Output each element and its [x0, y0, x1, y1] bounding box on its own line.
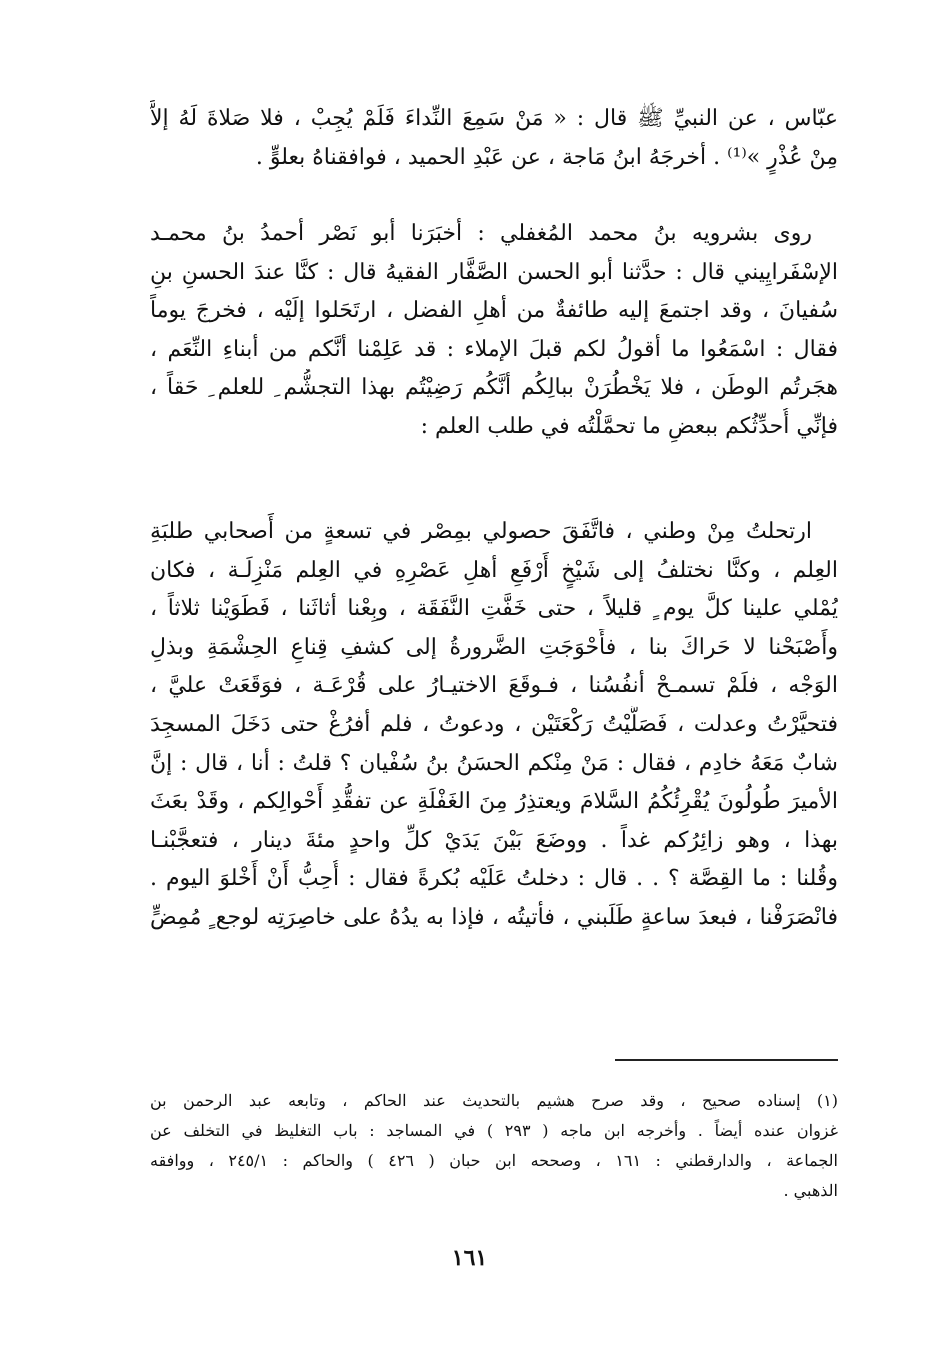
text-line: وقُلنا : ما القِصَّة ؟ . . قال : دخلتُ عَلَيْه بُكرةً فقال : أُحِبُّ أَنْ أَخْلوَ اليوم . — [150, 866, 838, 892]
footnote-line: الذهبي . — [783, 1181, 838, 1200]
text-line: يُمْلي علينا كلَّ يوم ٍ قليلاً ، حتى خَفَّتِ النَّفَقَة ، وبِعْنا أثاثَنا ، فَطَوَيْنا ثلاثاً ، — [150, 596, 838, 622]
page-number: ١٦١ — [451, 1245, 488, 1271]
text-line: مِنْ عُذْرٍ »⁽¹⁾ . أخرجَهُ ابنُ مَاجة ، عن عَبْدِ الحميد ، فوافقناهُ بعلوٍّ . — [255, 144, 838, 170]
text-line: وأَصْبَحْنا لا حَراكَ بنا ، فأَحْوَجَتِ الضَّرورةُ إلى كشفِ قِناعِ الحِشْمَةِ وبذلِ — [150, 634, 838, 660]
paragraph-3 — [150, 513, 838, 938]
text-line: فانْصَرَفْنا ، فبعدَ ساعةٍ طَلَبني ، فأتيتُه ، فإذا به يدُهُ على خاصِرَتِه لوجع ٍ مُمِضٍّ — [150, 904, 838, 930]
text-line: روى بشرويه بنُ محمد المُغفلي : أخبَرَنا أبو نَصْر أحمدُ بنُ محمـد — [150, 221, 812, 246]
text-line: سُفيانَ ، وقد اجتمعَ إليه طائفةٌ من أهلِ الفضل ، ارتَحَلوا إلَيْه ، فخرجَ يوماً — [150, 298, 838, 324]
text-line: الأميرَ طُولُونَ يُقْرِئُكُمُ السَّلامَ ويعتذِرُ مِنَ الغَفْلَةِ عن تفقُّدِ أَحْوالِكم ، وقَدْ بعَثَ — [150, 789, 838, 815]
text-line: فتحيَّرْتُ وعدلت ، فَصَلَّيْتُ رَكْعَتَيْن ، ودعوتُ ، فلم أفرُغْ حتى دَخَلَ المسجِدَ — [150, 711, 838, 737]
paragraph-1 — [150, 100, 838, 177]
footnote-line: الجماعة ، والدارقطني : ١٦١ ، وصححه ابن حبان ( ٤٢٦ ) والحاكم : ٢٤٥/١ ، ووافقه — [150, 1151, 838, 1170]
text-line: الإسْفَرايِيني قال : حدَّثنا أبو الحسن الصَّفَّار الفقيهُ قال : كنَّا عندَ الحسنِ بنِ — [150, 259, 838, 285]
footnote-line: (١) إسناده صحيح ، وقد صرح هشيم بالتحديث عند الحاكم ، وتابعه عبد الرحمن بن — [150, 1091, 838, 1110]
text-line: عبّاس ، عن النبيِّ ﷺ قال : « مَنْ سَمِعَ النِّداءَ فَلَمْ يُجِبْ ، فلا صَلاةَ لَهُ إلاَّ — [150, 106, 838, 131]
text-line: العِلم ، وكنَّا نختلفُ إلى شَيْخٍ أَرْفَعِ أهلِ عَصْرِهِ في العِلم مَنْزِلَـة ، فكان — [150, 557, 838, 583]
footnote-separator — [615, 1059, 838, 1061]
paragraph-2 — [150, 215, 838, 447]
footnote — [150, 1086, 838, 1206]
text-line: بهذا ، وهو زائِرُكم غداً . ووضَعَ بَيْنَ يَدَيْ كلِّ واحدٍ مئةَ دينار ، فتعجَّبْنـا — [150, 827, 838, 853]
text-line: ارتحلتُ مِنْ وطني ، فاتَّفَقَ حصولي بمِصْر في تسعةٍ من أَصحابي طلبَةِ — [150, 519, 812, 544]
footnote-line: غزوان عنده أيضاً . وأخرجه ابن ماجه ( ٢٩٣ ) في المساجد : باب التغليظ في التخلف عن — [150, 1121, 838, 1140]
text-line: فإنِّي أُحدِّثُكم ببعضِ ما تحمَّلْتُه في طلب العلم : — [420, 413, 838, 439]
text-line: شابٌ مَعَهُ خادِم ، فقال : مَنْ مِنْكم الحسَنُ بنُ سُفْيان ؟ قلتُ : أنا ، قال : إنَّ — [150, 750, 838, 776]
text-line: الوَجْه ، فلَمْ تسمـحْ أنفُسُنا ، فـوقَعَ الاختيـارُ على قُرْعَـة ، فوَقَعَتْ عليَّ ، — [150, 673, 838, 699]
text-line: هجَرتُم الوطَن ، فلا يَخْطُرَنْ ببالِكُم أنَّكُم رَضِيْتُم بهذا التجشُّم ِ للعلم ِ حَقاً ، — [150, 375, 838, 401]
text-line: فقال : اسْمَعُوا ما أقولُ لكم قبلَ الإملاء : قد عَلِمْنا أنَّكم من أبناءِ النِّعَم ، — [150, 336, 838, 362]
